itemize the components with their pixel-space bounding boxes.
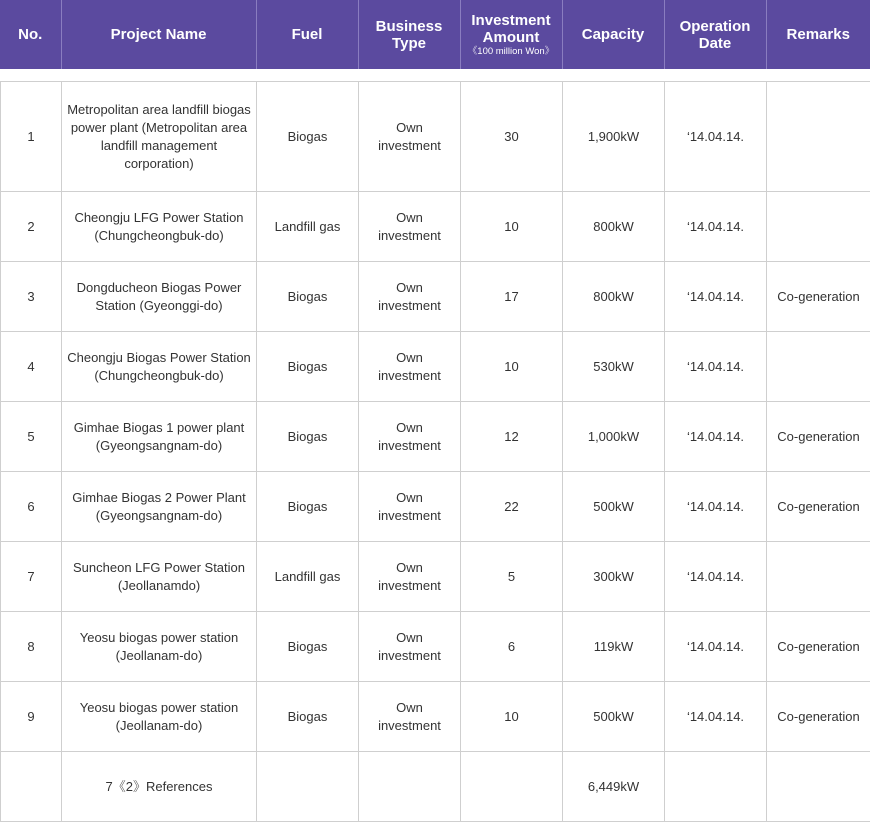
cell-business-type: Own investment	[359, 472, 461, 542]
cell-project-name: Cheongju LFG Power Station (Chungcheongbuk-do)	[62, 192, 257, 262]
cell-no: 3	[1, 262, 62, 332]
cell-investment-amount: 10	[461, 332, 563, 402]
cell-business-type	[359, 752, 461, 822]
cell-no: 5	[1, 402, 62, 472]
header-fuel: Fuel	[256, 0, 358, 69]
cell-no: 9	[1, 682, 62, 752]
cell-remarks	[767, 192, 870, 262]
cell-investment-amount: 10	[461, 192, 563, 262]
cell-project-name: Suncheon LFG Power Station (Jeollanamdo)	[62, 542, 257, 612]
cell-business-type: Own investment	[359, 82, 461, 192]
cell-capacity: 800kW	[563, 262, 665, 332]
cell-fuel: Biogas	[257, 332, 359, 402]
cell-investment-amount: 22	[461, 472, 563, 542]
cell-fuel: Biogas	[257, 402, 359, 472]
cell-project-name: Gimhae Biogas 1 power plant (Gyeongsangnam-do)	[62, 402, 257, 472]
cell-operation-date: ‘14.04.14.	[665, 682, 767, 752]
cell-remarks: Co-generation	[767, 612, 870, 682]
cell-remarks: Co-generation	[767, 262, 870, 332]
cell-operation-date: ‘14.04.14.	[665, 332, 767, 402]
cell-business-type: Own investment	[359, 402, 461, 472]
header-investment-amount-label: Investment Amount	[471, 11, 551, 46]
table-body	[0, 81, 870, 822]
header-project-name: Project Name	[61, 0, 256, 69]
table-row	[1, 262, 870, 332]
table-row	[1, 82, 870, 192]
cell-operation-date: ‘14.04.14.	[665, 472, 767, 542]
cell-remarks: Co-generation	[767, 472, 870, 542]
cell-business-type: Own investment	[359, 262, 461, 332]
cell-remarks	[767, 82, 870, 192]
header-no: No.	[0, 0, 61, 69]
header-investment-unit: 《100 million Won》	[467, 45, 555, 57]
table-row	[1, 682, 870, 752]
header-operation-date: Operation Date	[664, 0, 766, 69]
table-row	[1, 402, 870, 472]
cell-remarks	[767, 752, 870, 822]
table-row	[1, 612, 870, 682]
cell-fuel: Biogas	[257, 682, 359, 752]
table-row	[1, 192, 870, 262]
cell-operation-date: ‘14.04.14.	[665, 402, 767, 472]
cell-fuel: Landfill gas	[257, 542, 359, 612]
cell-investment-amount	[461, 752, 563, 822]
header-investment-amount	[460, 0, 562, 69]
cell-fuel	[257, 752, 359, 822]
cell-no: 2	[1, 192, 62, 262]
cell-no: 1	[1, 82, 62, 192]
cell-capacity: 300kW	[563, 542, 665, 612]
cell-project-name: Yeosu biogas power station (Jeollanam-do)	[62, 612, 257, 682]
table-row	[1, 332, 870, 402]
cell-business-type: Own investment	[359, 332, 461, 402]
cell-investment-amount: 6	[461, 612, 563, 682]
cell-capacity: 1,900kW	[563, 82, 665, 192]
cell-business-type: Own investment	[359, 542, 461, 612]
cell-business-type: Own investment	[359, 612, 461, 682]
cell-project-name: 7《2》References	[62, 752, 257, 822]
cell-no: 4	[1, 332, 62, 402]
cell-no: 8	[1, 612, 62, 682]
cell-capacity: 500kW	[563, 472, 665, 542]
cell-no	[1, 752, 62, 822]
cell-business-type: Own investment	[359, 192, 461, 262]
cell-operation-date: ‘14.04.14.	[665, 82, 767, 192]
cell-fuel: Landfill gas	[257, 192, 359, 262]
cell-investment-amount: 10	[461, 682, 563, 752]
cell-operation-date: ‘14.04.14.	[665, 612, 767, 682]
table-row	[1, 542, 870, 612]
cell-no: 7	[1, 542, 62, 612]
cell-fuel: Biogas	[257, 262, 359, 332]
cell-capacity: 530kW	[563, 332, 665, 402]
cell-investment-amount: 12	[461, 402, 563, 472]
cell-investment-amount: 17	[461, 262, 563, 332]
cell-remarks: Co-generation	[767, 682, 870, 752]
cell-fuel: Biogas	[257, 472, 359, 542]
cell-capacity: 119kW	[563, 612, 665, 682]
header-row	[0, 0, 870, 69]
cell-project-name: Dongducheon Biogas Power Station (Gyeonggi-do)	[62, 262, 257, 332]
cell-investment-amount: 30	[461, 82, 563, 192]
cell-operation-date: ‘14.04.14.	[665, 542, 767, 612]
cell-remarks	[767, 542, 870, 612]
cell-project-name: Yeosu biogas power station (Jeollanam-do)	[62, 682, 257, 752]
header-business-type: Business Type	[358, 0, 460, 69]
header-remarks: Remarks	[766, 0, 870, 69]
cell-capacity: 500kW	[563, 682, 665, 752]
total-row	[1, 752, 870, 822]
cell-business-type: Own investment	[359, 682, 461, 752]
cell-capacity: 800kW	[563, 192, 665, 262]
table-row	[1, 472, 870, 542]
cell-project-name: Cheongju Biogas Power Station (Chungcheongbuk-do)	[62, 332, 257, 402]
cell-operation-date	[665, 752, 767, 822]
cell-fuel: Biogas	[257, 612, 359, 682]
cell-capacity: 6,449kW	[563, 752, 665, 822]
cell-investment-amount: 5	[461, 542, 563, 612]
table-header	[0, 0, 870, 69]
cell-fuel: Biogas	[257, 82, 359, 192]
cell-operation-date: ‘14.04.14.	[665, 262, 767, 332]
cell-no: 6	[1, 472, 62, 542]
header-capacity: Capacity	[562, 0, 664, 69]
cell-project-name: Gimhae Biogas 2 Power Plant (Gyeongsangnam-do)	[62, 472, 257, 542]
cell-remarks	[767, 332, 870, 402]
cell-project-name: Metropolitan area landfill biogas power plant (Metropolitan area landfill management corporation)	[62, 82, 257, 192]
cell-remarks: Co-generation	[767, 402, 870, 472]
cell-capacity: 1,000kW	[563, 402, 665, 472]
cell-operation-date: ‘14.04.14.	[665, 192, 767, 262]
